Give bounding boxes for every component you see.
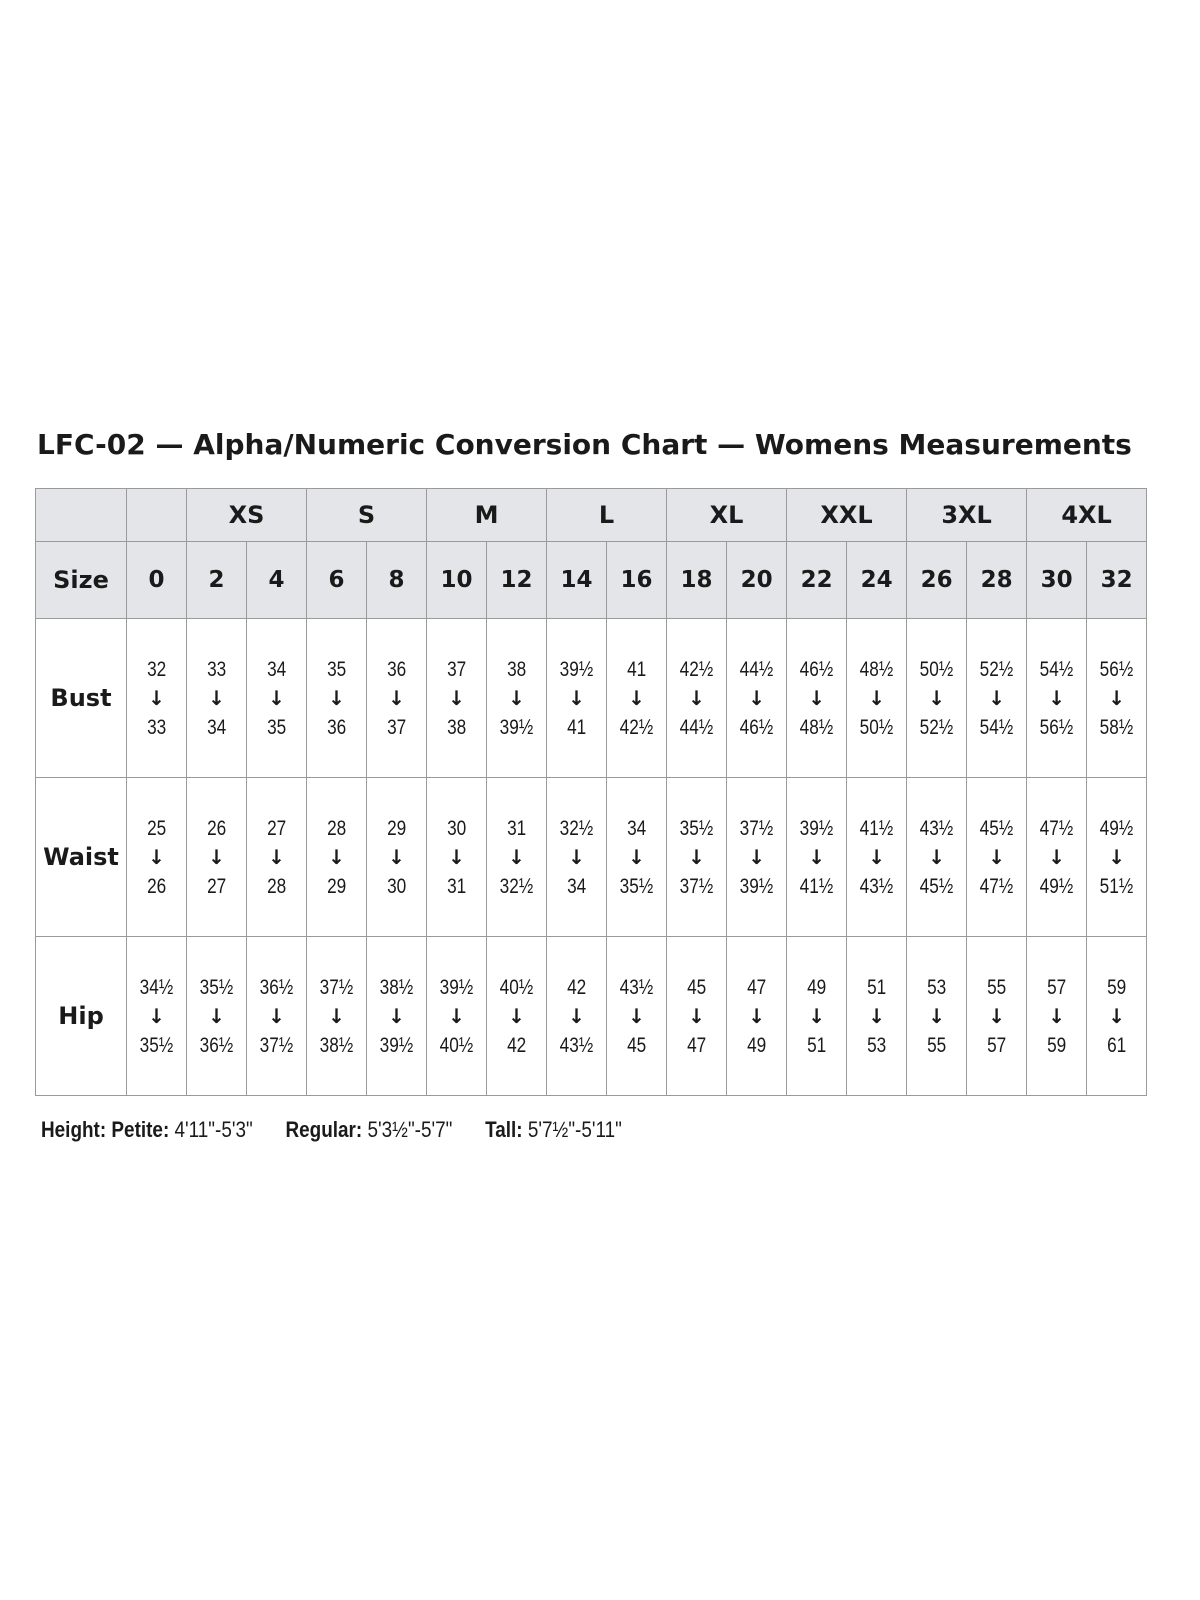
bust-range-cell — [427, 619, 487, 778]
range-from: 50½ — [919, 657, 954, 681]
range-from: 52½ — [979, 657, 1014, 681]
range-from: 35½ — [679, 816, 714, 840]
numeric-size-26: 26 — [907, 542, 967, 619]
empty-alpha-cell — [127, 489, 187, 542]
range-from: 39½ — [799, 816, 834, 840]
arrow-down-icon: ↓ — [148, 685, 165, 710]
range-to: 59 — [1046, 1033, 1067, 1057]
range-to: 54½ — [979, 715, 1014, 739]
hip-range-cell — [967, 937, 1027, 1096]
range-to: 26 — [146, 874, 167, 898]
bust-range-cell — [1087, 619, 1147, 778]
hip-range-cell — [547, 937, 607, 1096]
range-from: 45½ — [979, 816, 1014, 840]
range-from: 49 — [806, 975, 827, 999]
range-to: 43½ — [559, 1033, 594, 1057]
range-from: 57 — [1046, 975, 1067, 999]
range-to: 37 — [386, 715, 407, 739]
arrow-down-icon: ↓ — [568, 685, 585, 710]
arrow-down-icon: ↓ — [508, 844, 525, 869]
range-to: 44½ — [679, 715, 714, 739]
alpha-size-header-row — [36, 489, 1147, 542]
bust-range-cell — [187, 619, 247, 778]
numeric-size-14: 14 — [547, 542, 607, 619]
range-from: 33 — [206, 657, 227, 681]
bust-row — [36, 619, 1147, 778]
waist-range-cell — [967, 778, 1027, 937]
numeric-size-12: 12 — [487, 542, 547, 619]
numeric-size-0: 0 — [127, 542, 187, 619]
bust-range-cell — [127, 619, 187, 778]
range-from: 30 — [446, 816, 467, 840]
waist-range-cell — [307, 778, 367, 937]
range-from: 37 — [446, 657, 467, 681]
arrow-down-icon: ↓ — [688, 685, 705, 710]
arrow-down-icon: ↓ — [808, 1003, 825, 1028]
range-to: 49 — [746, 1033, 767, 1057]
range-to: 42½ — [619, 715, 654, 739]
range-from: 32 — [146, 657, 167, 681]
hip-range-cell — [907, 937, 967, 1096]
waist-range-cell — [547, 778, 607, 937]
range-from: 53 — [926, 975, 947, 999]
empty-corner-cell — [36, 489, 127, 542]
range-from: 39½ — [559, 657, 594, 681]
range-from: 42 — [566, 975, 587, 999]
range-to: 36½ — [199, 1033, 234, 1057]
arrow-down-icon: ↓ — [928, 1003, 945, 1028]
range-from: 47½ — [1039, 816, 1074, 840]
range-to: 48½ — [799, 715, 834, 739]
range-from: 51 — [866, 975, 887, 999]
waist-range-cell — [787, 778, 847, 937]
range-to: 56½ — [1039, 715, 1074, 739]
waist-range-cell — [187, 778, 247, 937]
arrow-down-icon: ↓ — [448, 844, 465, 869]
range-from: 28 — [326, 816, 347, 840]
numeric-size-header-row — [36, 542, 1147, 619]
range-to: 45 — [626, 1033, 647, 1057]
arrow-down-icon: ↓ — [148, 844, 165, 869]
range-from: 42½ — [679, 657, 714, 681]
regular-label: Regular: — [285, 1117, 363, 1142]
waist-range-cell — [427, 778, 487, 937]
arrow-down-icon: ↓ — [988, 1003, 1005, 1028]
bust-range-cell — [547, 619, 607, 778]
waist-row — [36, 778, 1147, 937]
bust-range-cell — [307, 619, 367, 778]
waist-range-cell — [247, 778, 307, 937]
range-from: 29 — [386, 816, 407, 840]
range-from: 54½ — [1039, 657, 1074, 681]
petite-label: Petite: — [111, 1117, 170, 1142]
hip-range-cell — [127, 937, 187, 1096]
hip-range-cell — [187, 937, 247, 1096]
range-from: 44½ — [739, 657, 774, 681]
arrow-down-icon: ↓ — [388, 1003, 405, 1028]
range-from: 38½ — [379, 975, 414, 999]
range-from: 34 — [266, 657, 287, 681]
range-to: 35½ — [139, 1033, 174, 1057]
arrow-down-icon: ↓ — [208, 844, 225, 869]
arrow-down-icon: ↓ — [328, 844, 345, 869]
range-from: 56½ — [1099, 657, 1134, 681]
hip-range-cell — [787, 937, 847, 1096]
tall-value: 5'7½"-5'11" — [527, 1117, 622, 1142]
height-legend — [41, 1117, 622, 1143]
hip-range-cell — [307, 937, 367, 1096]
numeric-size-24: 24 — [847, 542, 907, 619]
hip-row-label: Hip — [36, 937, 127, 1096]
numeric-size-6: 6 — [307, 542, 367, 619]
hip-range-cell — [667, 937, 727, 1096]
waist-range-cell — [1087, 778, 1147, 937]
range-to: 37½ — [259, 1033, 294, 1057]
range-to: 43½ — [859, 874, 894, 898]
range-to: 61 — [1106, 1033, 1127, 1057]
numeric-size-20: 20 — [727, 542, 787, 619]
range-from: 34 — [626, 816, 647, 840]
bust-range-cell — [787, 619, 847, 778]
range-to: 38 — [446, 715, 467, 739]
arrow-down-icon: ↓ — [928, 844, 945, 869]
range-to: 28 — [266, 874, 287, 898]
range-from: 41 — [626, 657, 647, 681]
range-to: 58½ — [1099, 715, 1134, 739]
hip-range-cell — [607, 937, 667, 1096]
range-to: 47 — [686, 1033, 707, 1057]
alpha-size-s: S — [307, 489, 427, 542]
range-to: 37½ — [679, 874, 714, 898]
hip-range-cell — [427, 937, 487, 1096]
range-from: 37½ — [319, 975, 354, 999]
bust-range-cell — [487, 619, 547, 778]
numeric-size-22: 22 — [787, 542, 847, 619]
size-conversion-table — [35, 488, 1147, 1096]
range-from: 46½ — [799, 657, 834, 681]
arrow-down-icon: ↓ — [748, 685, 765, 710]
range-to: 27 — [206, 874, 227, 898]
numeric-size-30: 30 — [1027, 542, 1087, 619]
alpha-size-xs: XS — [187, 489, 307, 542]
range-from: 32½ — [559, 816, 594, 840]
range-to: 33 — [146, 715, 167, 739]
waist-range-cell — [847, 778, 907, 937]
arrow-down-icon: ↓ — [1108, 1003, 1125, 1028]
arrow-down-icon: ↓ — [748, 1003, 765, 1028]
range-to: 35½ — [619, 874, 654, 898]
range-from: 36½ — [259, 975, 294, 999]
hip-range-cell — [1027, 937, 1087, 1096]
hip-range-cell — [247, 937, 307, 1096]
numeric-size-2: 2 — [187, 542, 247, 619]
range-to: 53 — [866, 1033, 887, 1057]
range-to: 51 — [806, 1033, 827, 1057]
bust-range-cell — [607, 619, 667, 778]
range-from: 43½ — [919, 816, 954, 840]
arrow-down-icon: ↓ — [328, 1003, 345, 1028]
range-from: 47 — [746, 975, 767, 999]
hip-range-cell — [847, 937, 907, 1096]
numeric-size-18: 18 — [667, 542, 727, 619]
arrow-down-icon: ↓ — [208, 1003, 225, 1028]
arrow-down-icon: ↓ — [628, 685, 645, 710]
arrow-down-icon: ↓ — [688, 844, 705, 869]
arrow-down-icon: ↓ — [388, 844, 405, 869]
range-to: 55 — [926, 1033, 947, 1057]
bust-row-label: Bust — [36, 619, 127, 778]
bust-range-cell — [847, 619, 907, 778]
alpha-size-xxl: XXL — [787, 489, 907, 542]
arrow-down-icon: ↓ — [388, 685, 405, 710]
arrow-down-icon: ↓ — [1048, 844, 1065, 869]
range-to: 32½ — [499, 874, 534, 898]
range-to: 31 — [446, 874, 467, 898]
range-to: 51½ — [1099, 874, 1134, 898]
range-from: 43½ — [619, 975, 654, 999]
range-to: 40½ — [439, 1033, 474, 1057]
range-to: 35 — [266, 715, 287, 739]
arrow-down-icon: ↓ — [268, 685, 285, 710]
range-to: 42 — [506, 1033, 527, 1057]
bust-range-cell — [967, 619, 1027, 778]
arrow-down-icon: ↓ — [508, 685, 525, 710]
height-label: Height: — [41, 1117, 107, 1142]
bust-range-cell — [367, 619, 427, 778]
hip-row — [36, 937, 1147, 1096]
range-to: 38½ — [319, 1033, 354, 1057]
range-from: 39½ — [439, 975, 474, 999]
numeric-size-16: 16 — [607, 542, 667, 619]
range-from: 27 — [266, 816, 287, 840]
range-to: 29 — [326, 874, 347, 898]
arrow-down-icon: ↓ — [808, 685, 825, 710]
bust-range-cell — [247, 619, 307, 778]
range-to: 52½ — [919, 715, 954, 739]
range-from: 45 — [686, 975, 707, 999]
waist-range-cell — [607, 778, 667, 937]
arrow-down-icon: ↓ — [268, 844, 285, 869]
range-from: 37½ — [739, 816, 774, 840]
bust-range-cell — [667, 619, 727, 778]
regular-value: 5'3½"-5'7" — [367, 1117, 453, 1142]
arrow-down-icon: ↓ — [868, 685, 885, 710]
arrow-down-icon: ↓ — [688, 1003, 705, 1028]
numeric-size-4: 4 — [247, 542, 307, 619]
arrow-down-icon: ↓ — [568, 1003, 585, 1028]
chart-title: LFC-02 — Alpha/Numeric Conversion Chart — Womens Measurements — [37, 428, 1132, 461]
range-to: 57 — [986, 1033, 1007, 1057]
waist-row-label: Waist — [36, 778, 127, 937]
arrow-down-icon: ↓ — [1048, 1003, 1065, 1028]
range-to: 50½ — [859, 715, 894, 739]
range-from: 36 — [386, 657, 407, 681]
alpha-size-m: M — [427, 489, 547, 542]
range-to: 45½ — [919, 874, 954, 898]
arrow-down-icon: ↓ — [1108, 844, 1125, 869]
range-from: 35 — [326, 657, 347, 681]
waist-range-cell — [1027, 778, 1087, 937]
range-from: 38 — [506, 657, 527, 681]
range-from: 59 — [1106, 975, 1127, 999]
bust-range-cell — [727, 619, 787, 778]
range-from: 35½ — [199, 975, 234, 999]
range-from: 41½ — [859, 816, 894, 840]
alpha-size-3xl: 3XL — [907, 489, 1027, 542]
hip-range-cell — [727, 937, 787, 1096]
alpha-size-xl: XL — [667, 489, 787, 542]
numeric-size-8: 8 — [367, 542, 427, 619]
range-from: 49½ — [1099, 816, 1134, 840]
range-to: 30 — [386, 874, 407, 898]
arrow-down-icon: ↓ — [808, 844, 825, 869]
range-from: 48½ — [859, 657, 894, 681]
range-to: 47½ — [979, 874, 1014, 898]
range-from: 55 — [986, 975, 1007, 999]
arrow-down-icon: ↓ — [988, 685, 1005, 710]
range-to: 39½ — [499, 715, 534, 739]
hip-range-cell — [487, 937, 547, 1096]
bust-range-cell — [907, 619, 967, 778]
range-to: 49½ — [1039, 874, 1074, 898]
arrow-down-icon: ↓ — [1108, 685, 1125, 710]
waist-range-cell — [487, 778, 547, 937]
range-to: 34 — [566, 874, 587, 898]
waist-range-cell — [727, 778, 787, 937]
arrow-down-icon: ↓ — [628, 1003, 645, 1028]
arrow-down-icon: ↓ — [448, 685, 465, 710]
numeric-size-32: 32 — [1087, 542, 1147, 619]
petite-value: 4'11"-5'3" — [174, 1117, 253, 1142]
waist-range-cell — [907, 778, 967, 937]
range-to: 36 — [326, 715, 347, 739]
arrow-down-icon: ↓ — [928, 685, 945, 710]
range-to: 46½ — [739, 715, 774, 739]
range-from: 26 — [206, 816, 227, 840]
arrow-down-icon: ↓ — [148, 1003, 165, 1028]
arrow-down-icon: ↓ — [988, 844, 1005, 869]
alpha-size-4xl: 4XL — [1027, 489, 1147, 542]
arrow-down-icon: ↓ — [868, 1003, 885, 1028]
tall-label: Tall: — [485, 1117, 523, 1142]
bust-range-cell — [1027, 619, 1087, 778]
waist-range-cell — [667, 778, 727, 937]
range-from: 40½ — [499, 975, 534, 999]
arrow-down-icon: ↓ — [328, 685, 345, 710]
arrow-down-icon: ↓ — [508, 1003, 525, 1028]
range-from: 31 — [506, 816, 527, 840]
range-to: 41 — [566, 715, 587, 739]
numeric-size-28: 28 — [967, 542, 1027, 619]
alpha-size-l: L — [547, 489, 667, 542]
arrow-down-icon: ↓ — [208, 685, 225, 710]
waist-range-cell — [127, 778, 187, 937]
range-to: 34 — [206, 715, 227, 739]
arrow-down-icon: ↓ — [568, 844, 585, 869]
arrow-down-icon: ↓ — [868, 844, 885, 869]
hip-range-cell — [367, 937, 427, 1096]
arrow-down-icon: ↓ — [448, 1003, 465, 1028]
range-to: 41½ — [799, 874, 834, 898]
arrow-down-icon: ↓ — [268, 1003, 285, 1028]
range-to: 39½ — [739, 874, 774, 898]
range-from: 34½ — [139, 975, 174, 999]
waist-range-cell — [367, 778, 427, 937]
hip-range-cell — [1087, 937, 1147, 1096]
size-row-label: Size — [36, 542, 127, 619]
numeric-size-10: 10 — [427, 542, 487, 619]
arrow-down-icon: ↓ — [1048, 685, 1065, 710]
range-from: 25 — [146, 816, 167, 840]
arrow-down-icon: ↓ — [748, 844, 765, 869]
range-to: 39½ — [379, 1033, 414, 1057]
arrow-down-icon: ↓ — [628, 844, 645, 869]
